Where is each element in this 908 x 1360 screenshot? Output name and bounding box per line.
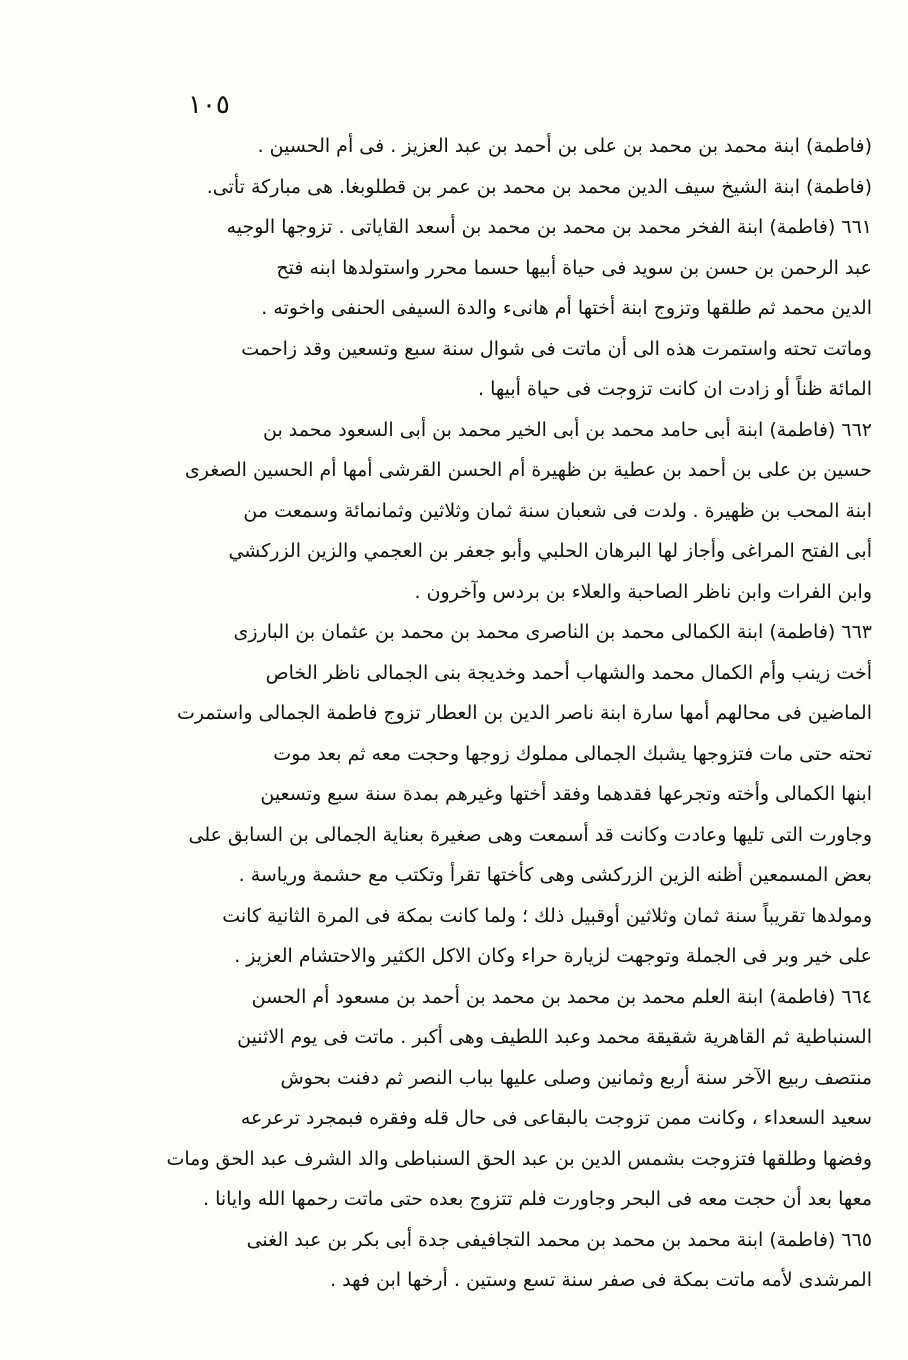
text-line: (فاطمة) ابنة الشيخ سيف الدين محمد بن محمد بن عمر بن قطلوبغا. هى مباركة تأتى. (206, 175, 872, 198)
text-line: الماضين فى محالهم أمها سارة ابنة ناصر الدين بن العطار تزوج فاطمة الجمالى واستمرت (177, 702, 872, 724)
text-line: سعيد السعداء ، وكانت ممن تزوجت بالبقاعى فى حال قله وفقره فبمجرد ترعرعه (240, 1107, 872, 1129)
body-text (112, 126, 872, 1301)
text-line: أبى الفتح المراغى وأجاز لها البرهان الحلبي وأبو جعفر بن العجمي والزين الزركشي (228, 540, 872, 562)
text-line: تحته حتى مات فتزوجها يشبك الجمالى مملوك زوجها وحجت معه ثم بعد موت (273, 742, 872, 765)
text-line: السنباطية ثم القاهرية شقيقة محمد وعبد اللطيف وهى أكبر . ماتت فى يوم الاثنين (237, 1026, 872, 1048)
text-line: ٦٦٣ (فاطمة) ابنة الكمالى محمد بن الناصرى محمد بن محمد بن عثمان بن البارزى (233, 621, 872, 643)
text-line: ٦٦٤ (فاطمة) ابنة العلم محمد بن محمد بن محمد بن أحمد بن مسعود أم الحسن (251, 985, 872, 1008)
text-line: ٦٦٥ (فاطمة) ابنة محمد بن محمد بن محمد التجافيفى جدة أبى بكر بن عبد الغنى (246, 1228, 872, 1251)
text-line: ومولدها تقريباً سنة ثمان وثلاثين أوقبيل ذلك ؛ ولما كانت بمكة فى المرة الثانية كانت (222, 904, 872, 927)
text-line: المرشدى لأمه ماتت بمكة فى صفر سنة تسع وستين . أرخها ابن فهد . (330, 1269, 872, 1291)
text-line: وماتت تحته واستمرت هذه الى أن ماتت فى شوال سنة سبع وتسعين وقد زاحمت (241, 337, 872, 360)
text-line: (فاطمة) ابنة محمد بن محمد بن على بن أحمد بن عبد العزيز . فى أم الحسين . (257, 135, 872, 157)
text-line: وابن الفرات وابن ناظر الصاحبة والعلاء بن بردس وآخرون . (414, 580, 872, 603)
text-line: بعض المسمعين أظنه الزين الزركشى وهى كأختها تقرأ وتكتب مع حشمة ورياسة . (238, 864, 872, 886)
text-line: وفضها وطلقها فتزوجت بشمس الدين بن عبد الحق السنباطى والد الشرف عبد الحق ومات (166, 1147, 872, 1170)
text-line: الدين محمد ثم طلقها وتزوج ابنة أختها أم هانىء والدة السيفى الحنفى واخوته . (261, 297, 872, 319)
text-line: معها بعد أن حجت معه فى البحر وجاورت فلم تتزوج بعده حتى ماتت رحمها الله وايانا . (202, 1188, 872, 1210)
text-line: ابنها الكمالى وأخته وتجرعها فقدهما وفقد أختها وغيرهم بمدة سنة سبع وتسعين (260, 783, 872, 805)
text-line: على خير وبر فى الجملة وتوجهت لزيارة حراء وكان الاكل الكثير والاحتشام العزيز . (234, 945, 872, 967)
text-line: ٦٦٢ (فاطمة) ابنة أبى حامد محمد بن أبى الخير محمد بن أبى السعود محمد بن (262, 418, 872, 441)
text-line: ابنة المحب بن ظهيرة . ولدت فى شعبان سنة ثمان وثلاثين وثمانمائة وسمعت من (243, 499, 872, 522)
text-line: عبد الرحمن بن حسن بن سويد فى حياة أبيها حسما محرر واستولدها ابنه فتح (276, 256, 872, 279)
text-line: المائة ظناً أو زادت ان كانت تزوجت فى حياة أبيها . (478, 378, 872, 400)
text-line: وجاورت التى تليها وعادت وكانت قد أسمعت وهى صغيرة بعناية الجمالى بن السابق على (188, 823, 872, 846)
text-line: حسين بن على بن أحمد بن عطية بن ظهيرة أم الحسن القرشى أمها أم الحسين الصغرى (184, 459, 872, 481)
text-line: أخت زينب وأم الكمال محمد والشهاب أحمد وخديجة بنى الجمالى ناظر الخاص (265, 661, 872, 684)
page-number: ١٠٥ (188, 90, 230, 120)
text-line: ٦٦١ (فاطمة) ابنة الفخر محمد بن محمد بن محمد بن أسعد القاياتى . تزوجها الوجيه (226, 216, 872, 238)
text-line: منتصف ربيع الآخر سنة أربع وثمانين وصلى عليها بباب النصر ثم دفنت بحوش (280, 1066, 872, 1089)
